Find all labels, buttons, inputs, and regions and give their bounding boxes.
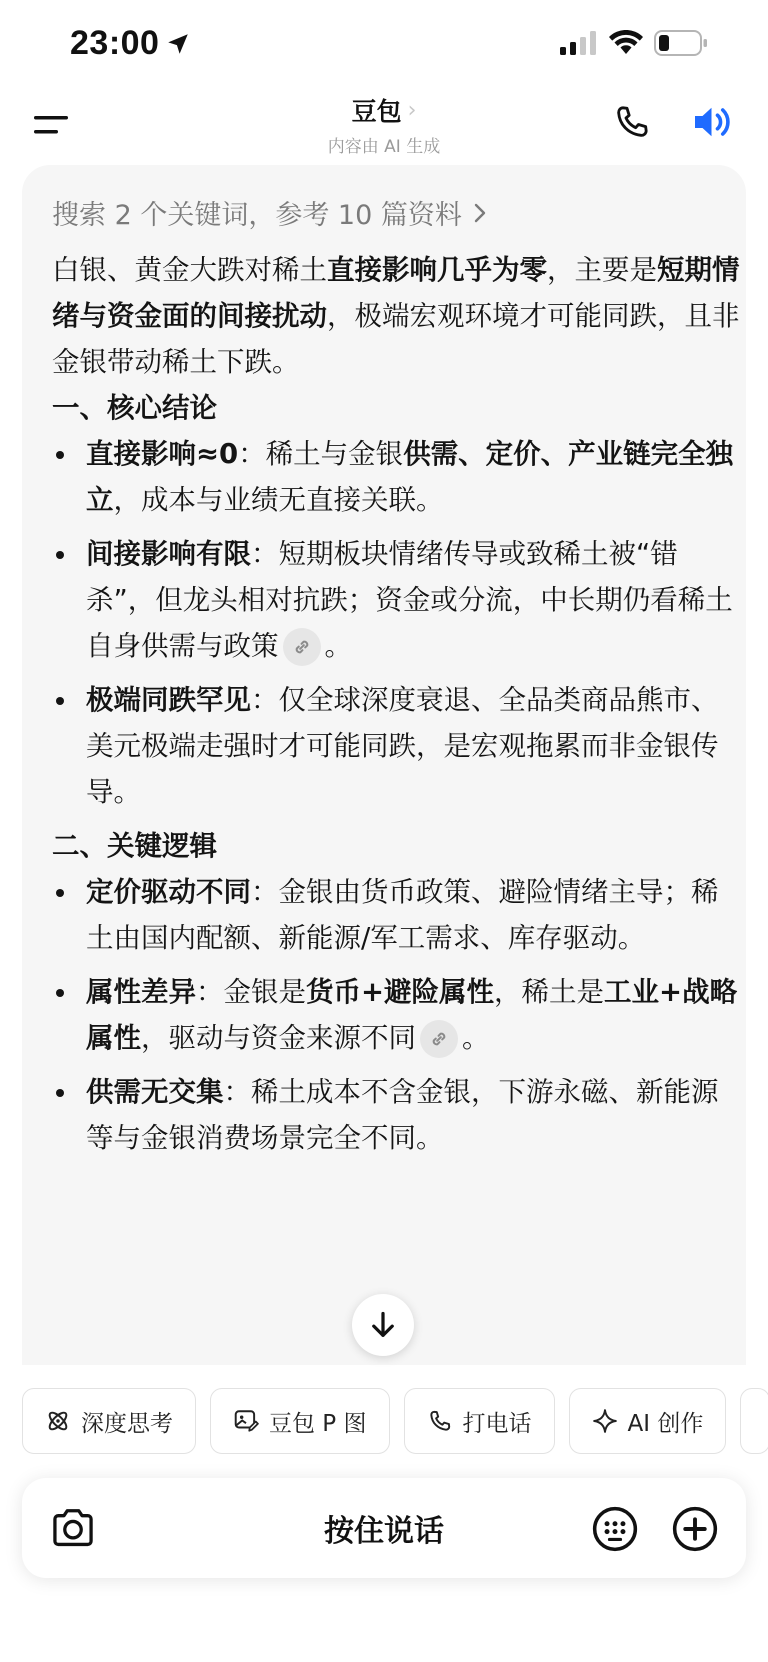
plus-circle-icon [672, 1506, 718, 1552]
title-area [0, 92, 768, 157]
section-heading: 一、核心结论 [52, 392, 217, 424]
item-title: 定价驱动不同 [86, 876, 251, 908]
battery-icon [654, 30, 708, 56]
speaker-toggle-button[interactable] [692, 102, 734, 142]
item-separator: ： [238, 438, 266, 470]
bold-text: 货币+避险属性 [306, 976, 495, 1008]
item-separator: ： [196, 976, 224, 1008]
list-item [52, 969, 742, 1061]
source-link-button[interactable] [283, 628, 321, 666]
item-title: 供需无交集 [86, 1076, 224, 1108]
cellular-signal-icon [560, 31, 598, 55]
chip-label: 深度思考 [81, 1410, 173, 1437]
phone-icon [612, 102, 652, 142]
list-item [52, 531, 742, 669]
status-icons [560, 30, 708, 56]
chevron-right-icon: › [407, 97, 417, 123]
text-run: ，主要是 [547, 254, 657, 286]
list-item [52, 1069, 742, 1161]
item-title: 直接影响≈0 [86, 438, 239, 470]
chat-header [0, 88, 768, 166]
quick-action-chips [22, 1388, 768, 1454]
item-title: 极端同跌罕见 [86, 684, 251, 716]
item-separator: ： [251, 876, 279, 908]
bullet-list [52, 431, 742, 815]
chevron-right-icon [472, 200, 488, 226]
text-run: 短期板块情绪传导或致稀土被“错杀”，但龙头相对抗跌；资金或分流，中长期仍看稀土自身供需与政策 [86, 538, 733, 662]
location-arrow-icon [165, 31, 191, 57]
list-item [52, 677, 742, 815]
text-run: ，成本与业绩无直接关联。 [113, 484, 444, 516]
link-icon [428, 1028, 450, 1050]
list-item [52, 869, 742, 961]
text-run: ，驱动与资金来源不同 [141, 1022, 416, 1054]
text-run: 白银、黄金大跌对稀土 [52, 254, 327, 286]
text-run: 。 [324, 630, 352, 662]
chip-phone-call[interactable] [404, 1388, 555, 1454]
bot-name: 豆包 [351, 97, 402, 126]
chip-more[interactable] [740, 1388, 768, 1454]
hold-to-talk-button[interactable]: 按住说话 [324, 1514, 444, 1549]
atom-icon [45, 1408, 71, 1434]
keypad-icon [592, 1506, 638, 1552]
chip-label: 豆包 P 图 [269, 1410, 367, 1437]
answer-content [52, 247, 742, 1169]
text-run: 稀土与金银 [265, 438, 404, 470]
ai-message-card [22, 165, 746, 1365]
wifi-icon [608, 30, 644, 56]
sparkle-icon [592, 1408, 618, 1434]
text-run: ，极端宏观环境才可能同跌，且非金银带动稀土下跌。 [52, 300, 740, 378]
phone-call-button[interactable] [612, 102, 652, 142]
bot-title[interactable] [352, 92, 417, 128]
bold-text: 直接影响几乎为零 [327, 254, 547, 286]
add-attachment-button[interactable] [672, 1506, 718, 1552]
speaker-on-icon [692, 102, 734, 142]
image-edit-icon [233, 1408, 259, 1434]
phone-icon [427, 1408, 453, 1434]
search-references-text: 搜索 2 个关键词，参考 10 篇资料 [52, 200, 462, 231]
arrow-down-icon [369, 1310, 397, 1340]
status-time [70, 24, 191, 63]
chip-deep-think[interactable] [22, 1388, 196, 1454]
bold-text: 短期情绪与资金面的间接扰动 [52, 254, 740, 332]
item-separator: ： [251, 538, 279, 570]
item-title: 属性差异 [86, 976, 196, 1008]
source-link-button[interactable] [420, 1020, 458, 1058]
section-heading: 二、关键逻辑 [52, 830, 217, 862]
text-run: 。 [462, 1022, 490, 1054]
bullet-list [52, 869, 742, 1161]
ai-generated-notice: 内容由 AI 生成 [327, 137, 441, 157]
chip-image-edit[interactable] [210, 1388, 390, 1454]
chip-ai-create[interactable] [569, 1388, 727, 1454]
camera-icon [50, 1506, 96, 1550]
text-run: 稀土成本不含金银，下游永磁、新能源等与金银消费场景完全不同。 [86, 1076, 719, 1154]
search-references-link[interactable] [52, 193, 488, 232]
keyboard-button[interactable] [592, 1506, 638, 1552]
item-title: 间接影响有限 [86, 538, 251, 570]
intro-paragraph [52, 247, 742, 385]
chip-label: 打电话 [462, 1410, 532, 1437]
bold-text: 供需、定价、产业链完全独立 [86, 438, 734, 516]
clock-text: 23:00 [70, 24, 160, 62]
scroll-to-bottom-button[interactable] [352, 1294, 414, 1356]
bold-text: 工业+战略属性 [86, 976, 738, 1054]
voice-input-bar [22, 1478, 746, 1578]
camera-button[interactable] [50, 1506, 96, 1550]
item-separator: ： [223, 1076, 251, 1108]
text-run: ，稀土是 [494, 976, 605, 1008]
link-icon [291, 636, 313, 658]
text-run: 金银是 [223, 976, 306, 1008]
list-item [52, 431, 742, 523]
status-bar [0, 0, 768, 90]
text-run: 金银由货币政策、避险情绪主导；稀土由国内配额、新能源/军工需求、库存驱动。 [86, 876, 719, 954]
item-separator: ： [251, 684, 279, 716]
chip-label: AI 创作 [627, 1410, 704, 1437]
text-run: 仅全球深度衰退、全品类商品熊市、美元极端走强时才可能同跌，是宏观拖累而非金银传导。 [86, 684, 719, 808]
